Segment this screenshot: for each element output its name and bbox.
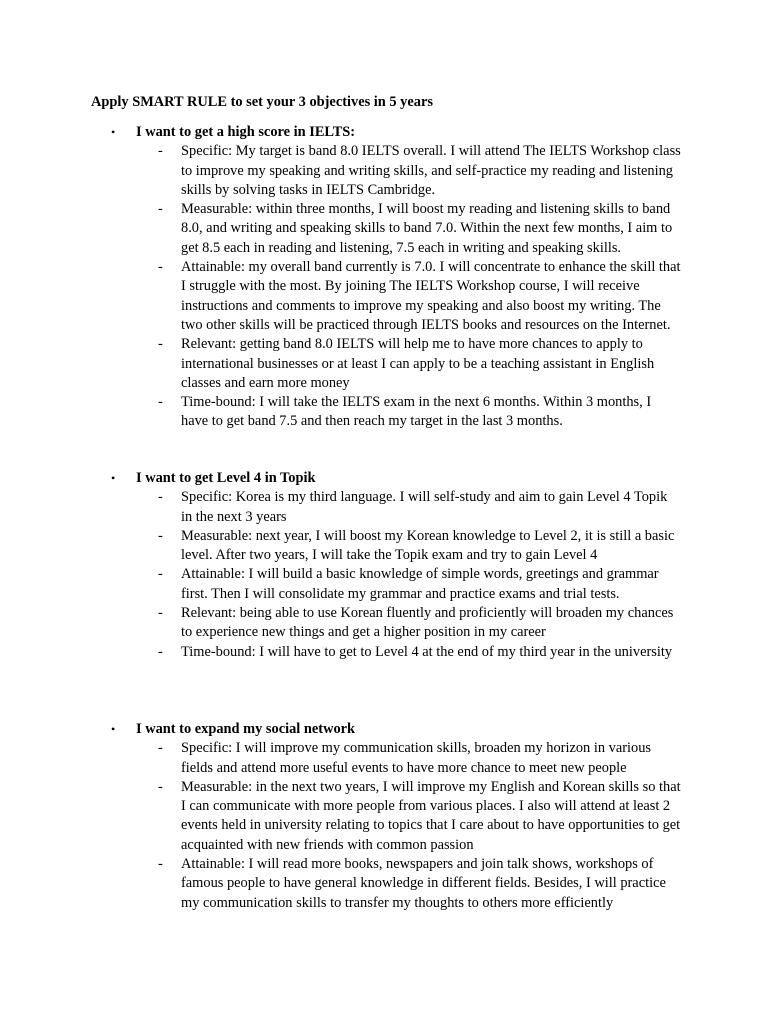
objective-heading-row xyxy=(0,720,768,739)
list-item-text: Measurable: within three months, I will boost my reading and listening skills to band 8.0, and writing and speaking skills to band 7.0. Within the next few months, I aim to get 8.5 each in reading and listening, 7.5 each in writing and speaking skills. xyxy=(181,201,673,256)
smart-list xyxy=(0,488,768,662)
list-item-text: Attainable: I will read more books, newspapers and join talk shows, workshops of famous people to have general knowledge in different fields. Besides, I will practice my communication skills to transfer my thoughts to others more efficiently xyxy=(181,856,666,911)
dash-icon: - xyxy=(158,259,163,276)
objective-section-social xyxy=(0,720,768,913)
list-item xyxy=(0,258,681,335)
list-item xyxy=(0,335,681,393)
objective-heading-row xyxy=(0,469,768,488)
list-item xyxy=(0,739,681,778)
list-item-text: Relevant: getting band 8.0 IELTS will help me to have more chances to apply to international businesses or at least I can apply to be a teaching assistant in English classes and earn more money xyxy=(181,336,655,391)
list-item-text: Relevant: being able to use Korean fluently and proficiently will broaden my chances to experience new things and get a higher position in my career xyxy=(181,605,674,641)
list-item-text: Specific: My target is band 8.0 IELTS overall. I will attend The IELTS Workshop class to improve my speaking and writing skills, and self-practice my reading and listening skills by solving tasks in IELTS Cambridge. xyxy=(181,143,681,198)
list-item xyxy=(0,488,681,527)
dash-icon: - xyxy=(158,778,163,795)
list-item xyxy=(0,393,681,432)
objective-heading: I want to expand my social network xyxy=(136,721,356,737)
objective-heading: I want to get Level 4 in Topik xyxy=(136,470,316,486)
objective-heading-row xyxy=(0,123,768,142)
list-item-text: Measurable: next year, I will boost my Korean knowledge to Level 2, it is still a basic level. After two years, I will take the Topik exam and try to gain Level 4 xyxy=(181,527,675,564)
list-item xyxy=(0,527,681,566)
dash-icon: - xyxy=(158,143,163,160)
objective-section-topik xyxy=(0,469,768,662)
dash-icon: - xyxy=(158,489,163,506)
dash-icon: - xyxy=(158,394,163,411)
list-item xyxy=(0,200,681,258)
smart-list xyxy=(0,739,768,913)
dash-icon: - xyxy=(158,740,163,757)
list-item-text: Attainable: my overall band currently is 7.0. I will concentrate to enhance the skill that I struggle with the most. By joining The IELTS Workshop course, I will receive instructions and comments to improve my speaking and also boost my writing. The two other skills will be practiced through IELTS books and resources on the Internet. xyxy=(181,259,681,333)
dash-icon: - xyxy=(158,605,163,622)
list-item xyxy=(0,565,681,604)
dash-icon: - xyxy=(158,856,163,873)
list-item-text: Measurable: in the next two years, I will improve my English and Korean skills so that I can communicate with more people from various places. I also will attend at least 2 events held in university relating to topics that I care about to have opportunities to get acquainted with new friends with common passion xyxy=(181,778,681,853)
list-item-text: Specific: I will improve my communication skills, broaden my horizon in various fields and attend more useful events to have more chance to meet new people xyxy=(181,740,652,776)
list-item xyxy=(0,855,681,913)
document-title: Apply SMART RULE to set your 3 objectives in 5 years xyxy=(91,94,433,110)
list-item xyxy=(0,142,681,200)
list-item-text: Specific: Korea is my third language. I will self-study and aim to gain Level 4 Topik in the next 3 years xyxy=(181,489,668,525)
list-item-text: Time-bound: I will have to get to Level 4 at the end of my third year in the university xyxy=(181,643,673,660)
list-item xyxy=(0,604,681,643)
list-item xyxy=(0,643,681,662)
objective-heading: I want to get a high score in IELTS: xyxy=(136,124,356,140)
dash-icon: - xyxy=(158,566,163,583)
dash-icon: - xyxy=(158,336,163,353)
bullet-icon: • xyxy=(111,471,116,485)
smart-list xyxy=(0,142,768,431)
dash-icon: - xyxy=(158,527,163,544)
list-item-text: Time-bound: I will take the IELTS exam in the next 6 months. Within 3 months, I have to get band 7.5 and then reach my target in the last 3 months. xyxy=(181,394,652,430)
list-item-text: Attainable: I will build a basic knowledge of simple words, greetings and grammar first. Then I will consolidate my grammar and practice exams and trial tests. xyxy=(181,566,659,602)
dash-icon: - xyxy=(158,201,163,218)
list-item xyxy=(0,778,681,855)
bullet-icon: • xyxy=(111,125,116,139)
dash-icon: - xyxy=(158,643,163,660)
bullet-icon: • xyxy=(111,722,116,736)
objective-section-ielts xyxy=(0,123,768,432)
